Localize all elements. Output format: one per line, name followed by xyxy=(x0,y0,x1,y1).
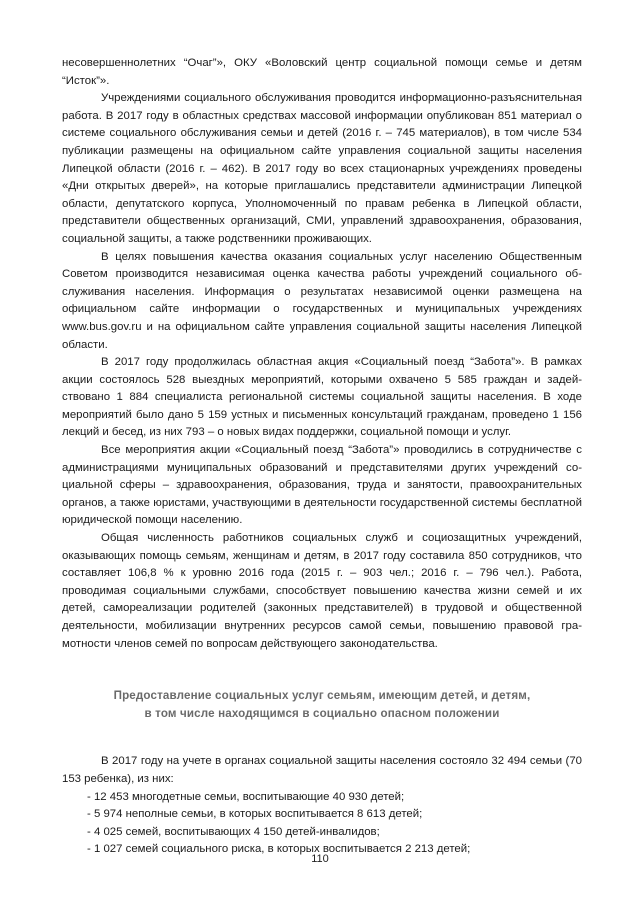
list-item: - 1 027 семей социального риска, в которых воспитывается 2 213 детей; xyxy=(87,843,471,856)
paragraph-continuation: несовершеннолетних “Очаг”», ОКУ «Воловский центр социальной помощи семье и детям “Исток”». xyxy=(62,57,582,87)
family-statistics-list xyxy=(62,789,582,859)
list-item: - 4 025 семей, воспитывающих 4 150 детей-инвалидов; xyxy=(87,825,380,838)
paragraph-quality-assessment: В целях повышения качества оказания социальных услуг населению Общественным Советом производится независимая оценка качества работы учреждений социального обслуживания населения. Информация о результатах независимой оценки размещена на официальном сайте информации о государственных и муниципальных учреждениях www.bus.gov.ru и на официальном сайте управления социальной защиты населения Липецкой области. xyxy=(62,250,582,351)
section-title-line-2: в том числе находящимся в социально опасном положении xyxy=(144,706,500,720)
list-item: - 5 974 неполные семьи, в которых воспитывается 8 613 детей; xyxy=(87,808,423,821)
paragraph-staff-count: Общая численность работников социальных служб и социозащитных учреждений, оказывающих помощь семьям, женщинам и детям, в 2017 году составила 850 сотрудников, что составляет 106,8 % к уровню 2016 года (2015 г. – 903 чел.; 2016 г. – 796 чел.). Работа, проводимая социальными службами, способствует повышению качества жизни семей и их детей, самореализации родителей (законных представителей) в трудовой и общественной деятельности, мобилизации внутренних ресурсов самой семьи, повышению правовой грамотности членов семей по вопросам действующего законодательства. xyxy=(62,532,582,650)
paragraph-social-train: В 2017 году продолжилась областная акция «Социальный поезд “Забота”». В рамках акции состоялось 528 выездных мероприятий, которыми охвачено 5 585 граждан и задействовано 1 884 специалиста региональной системы социальной защиты населения. В ходе мероприятий было дано 5 159 устных и письменных консультаций гражданам, проведено 1 156 лекций и бесед, из них 793 – о новых видах поддержки, социальной помощи и услуг. xyxy=(62,356,582,439)
document-page xyxy=(62,55,582,859)
page-number: 110 xyxy=(311,853,329,865)
paragraph-information-work: Учреждениями социального обслуживания проводится информационно-разъяснительная работа. В 2017 году в областных средствах массовой информации опубликован 851 материал о системе социального обслуживания семьи и детей (2016 г. – 745 материалов), в том числе 534 публикации размещены на официальном сайте управления социальной защиты населения Липецкой области (2016 г. – 462). В 2017 году во всех стационарных учреждениях проведены «Дни открытых дверей», на которые приглашались представители администрации Липецкой области, депутатского корпуса, Уполномоченный по правам ребенка в Липецкой области, представители общественных организаций, СМИ, управлений здравоохранения, образования, социальной защиты, а также родственники проживающих. xyxy=(62,92,582,245)
section-title-line-1: Предоставление социальных услуг семьям, имеющим детей, и детям, xyxy=(113,689,531,703)
paragraph-cooperation: Все мероприятия акции «Социальный поезд “Забота”» проводились в сотрудничестве с администрациями муниципальных образований и представителями других учреждений социальной сферы – здравоохранения, образования, труда и занятости, правоохранительных органов, а также юристами, участвующими в деятельности государственной системы бесплатной юридической помощи населению. xyxy=(62,444,582,527)
section-intro-paragraph: В 2017 году на учете в органах социальной защиты населения состояло 32 494 семьи (70 153 ребенка), из них: xyxy=(62,755,582,785)
list-item: - 12 453 многодетные семьи, воспитывающие 40 930 детей; xyxy=(87,790,405,803)
section-title xyxy=(62,687,582,722)
